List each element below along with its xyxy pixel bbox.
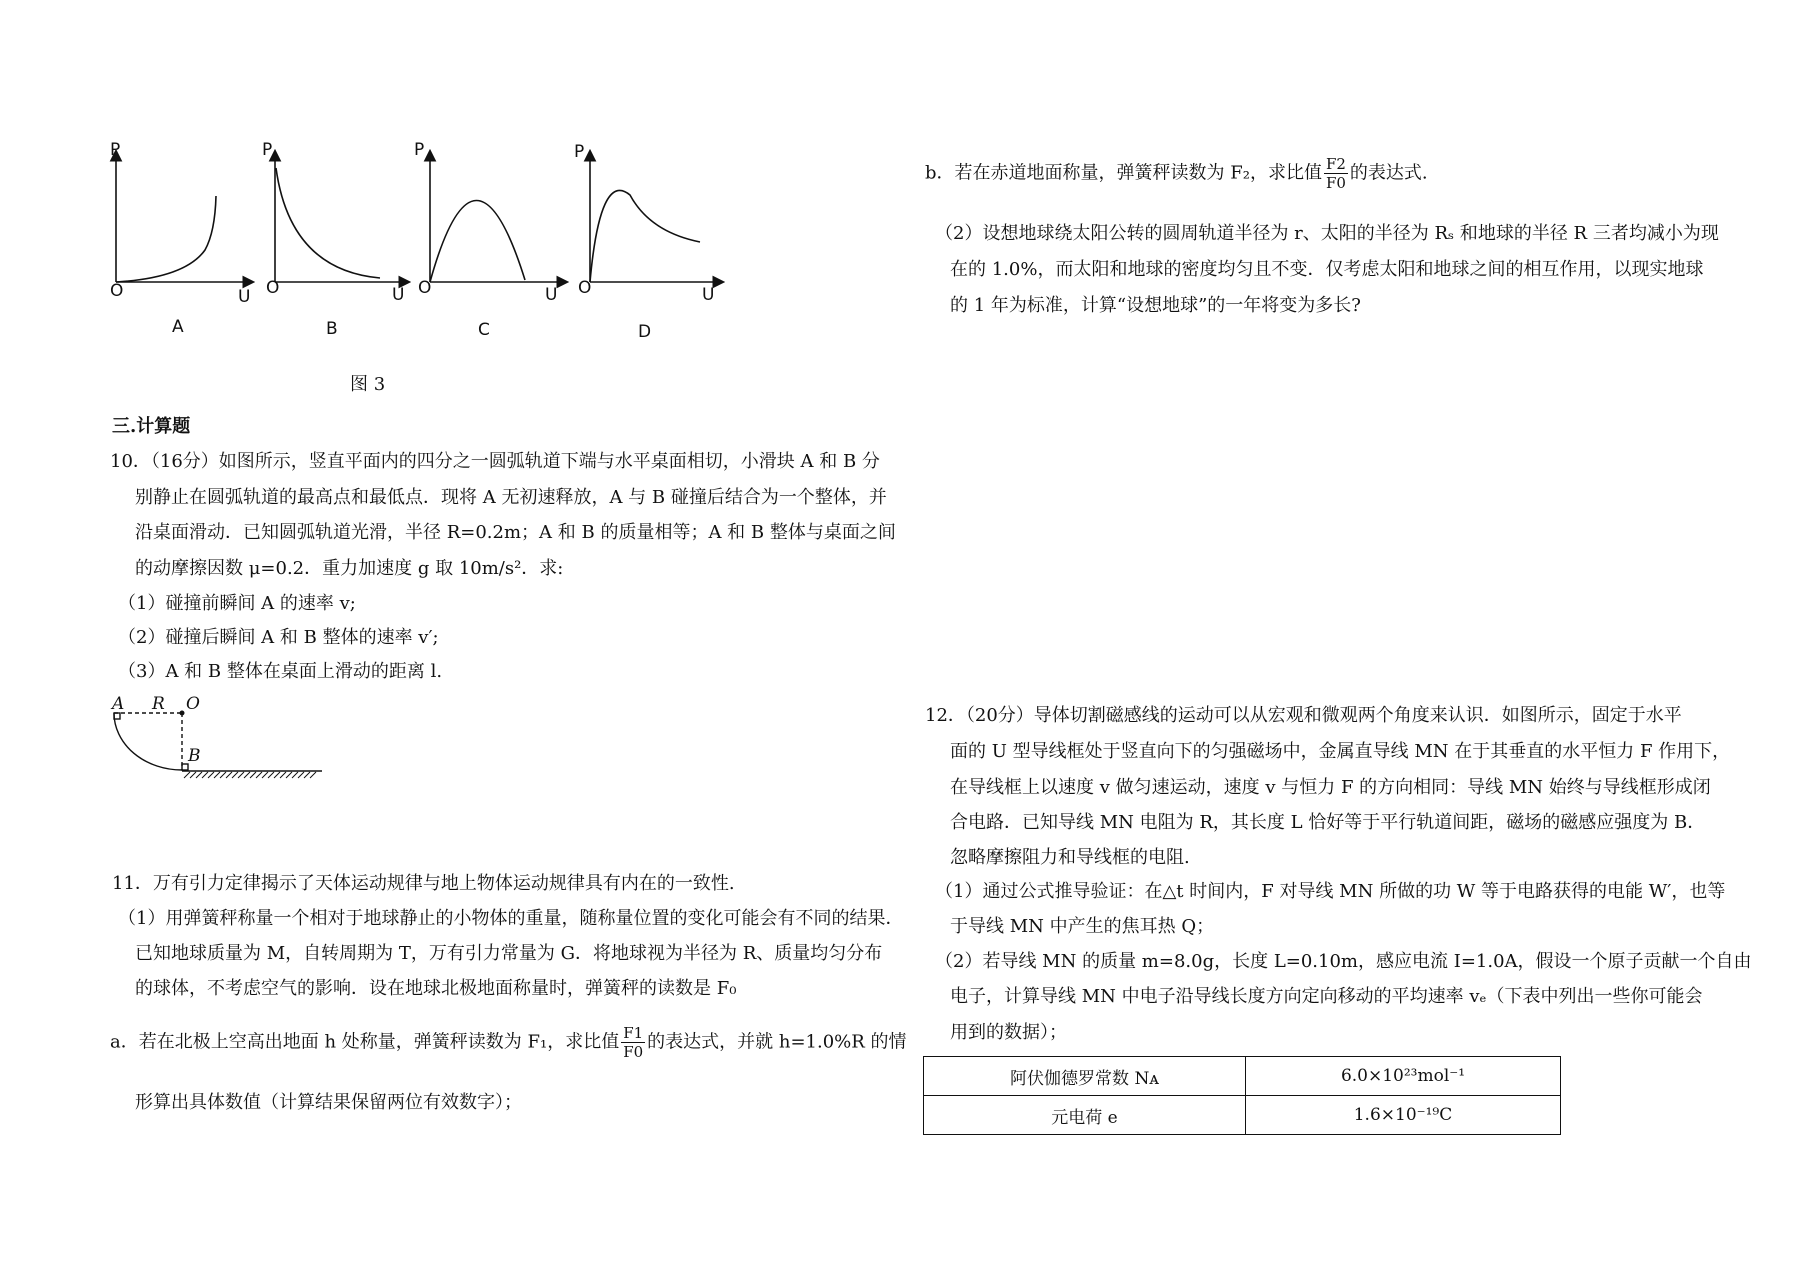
q10-label-o: O — [186, 694, 200, 714]
q12-constants-table — [923, 1056, 1561, 1135]
q10-line-2: 别静止在圆弧轨道的最高点和最低点．现将 A 无初速释放，A 与 B 碰撞后结合为一个整体，并 — [135, 487, 887, 508]
q12-line-3: 在导线框上以速度 v 做匀速运动，速度 v 与恒力 F 的方向相同：导线 MN 始终与导线框形成闭 — [950, 777, 1711, 798]
graph-c — [430, 152, 566, 282]
table-cell-value: 6.0×10²³mol⁻¹ — [1246, 1057, 1561, 1096]
q11-part-a — [110, 1024, 907, 1061]
table-cell-name: 阿伏伽德罗常数 Nᴀ — [924, 1057, 1246, 1096]
q11-a-suffix: 的表达式，并就 h=1.0%R 的情 — [647, 1031, 907, 1053]
q12-line-5: 忽略摩擦阻力和导线框的电阻. — [950, 847, 1190, 868]
section-title: 三.计算题 — [112, 416, 191, 437]
q10-line-1: 10．（16分）如图所示，竖直平面内的四分之一圆弧轨道下端与水平桌面相切，小滑块 A 和 B 分 — [110, 451, 880, 472]
q12-line-4: 合电路．已知导线 MN 电阻为 R，其长度 L 恰好等于平行轨道间距，磁场的磁感应强度为 B． — [950, 812, 1706, 833]
graph-b-axis-x: U — [392, 285, 405, 305]
figure-3-graphs — [0, 0, 760, 360]
table-row — [924, 1057, 1561, 1096]
graph-d-origin: O — [578, 278, 592, 298]
q11-b-fraction — [1324, 155, 1348, 192]
q11-intro: 11．万有引力定律揭示了天体运动规律与地上物体运动规律具有内在的一致性. — [112, 873, 735, 894]
graph-d-axis-x: U — [702, 285, 715, 305]
q10-part-3: （3）A 和 B 整体在桌面上滑动的距离 l. — [118, 661, 443, 682]
q10-part-2: （2）碰撞后瞬间 A 和 B 整体的速率 v′; — [118, 627, 439, 648]
q11-part1-line-3: 的球体，不考虑空气的影响．设在地球北极地面称量时，弹簧秤的读数是 F₀ — [135, 978, 737, 999]
graph-c-label: C — [478, 320, 490, 340]
graph-a-label: A — [172, 317, 184, 337]
graph-a-curve — [116, 196, 216, 282]
q11-part1-line-2: 已知地球质量为 M，自转周期为 T，万有引力常量为 G．将地球视为半径为 R、质量均匀分布 — [135, 943, 883, 964]
q11-b-suffix: 的表达式. — [1349, 162, 1428, 184]
graph-b-label: B — [326, 319, 338, 339]
q11-part1-line-1: （1）用弹簧秤称量一个相对于地球静止的小物体的重量，随称量位置的变化可能会有不同的结果． — [118, 908, 904, 929]
graph-c-curve — [430, 200, 525, 282]
table-cell-name: 元电荷 e — [924, 1096, 1246, 1135]
graph-b-curve — [276, 168, 380, 278]
q11-b-prefix: b．若在赤道地面称量，弹簧秤读数为 F₂，求比值 — [925, 162, 1322, 184]
graph-d-label: D — [638, 322, 652, 342]
q11-part-a-line-2: 形算出具体数值（计算结果保留两位有效数字）； — [135, 1092, 522, 1113]
graph-a-origin: O — [110, 281, 124, 301]
table-cell-value: 1.6×10⁻¹⁹C — [1246, 1096, 1561, 1135]
graph-c-axis-y: P — [414, 140, 425, 160]
q11-a-denominator: F0 — [623, 1043, 644, 1061]
graph-d-curve — [590, 190, 700, 282]
graph-c-axis-x: U — [545, 285, 558, 305]
q11-a-fraction — [621, 1024, 645, 1061]
q11-b-numerator: F2 — [1325, 155, 1346, 173]
q10-line-3: 沿桌面滑动．已知圆弧轨道光滑，半径 R=0.2m；A 和 B 的质量相等；A 和 B 整体与桌面之间 — [135, 522, 896, 543]
q10-center-point — [180, 711, 185, 716]
q10-line-4: 的动摩擦因数 μ=0.2．重力加速度 g 取 10m/s²．求: — [135, 558, 564, 579]
graph-d-axis-y: P — [574, 142, 585, 162]
q10-part-1: （1）碰撞前瞬间 A 的速率 v; — [118, 593, 356, 614]
q12-part-1-line-1: （1）通过公式推导验证：在△t 时间内，F 对导线 MN 所做的功 W 等于电路获得的电能 W′，也等 — [935, 881, 1726, 902]
graph-b — [275, 152, 408, 282]
graph-a — [116, 152, 252, 282]
q11-a-prefix: a．若在北极上空高出地面 h 处称量，弹簧秤读数为 F₁，求比值 — [110, 1031, 620, 1053]
q10-arc-track — [114, 713, 182, 770]
graph-b-origin: O — [266, 278, 280, 298]
graph-d — [590, 152, 722, 282]
q11-part2-line-3: 的 1 年为标准，计算“设想地球”的一年将变为多长? — [950, 295, 1361, 316]
q10-track-figure — [100, 690, 340, 790]
q11-a-numerator: F1 — [623, 1024, 644, 1042]
q12-part-2-line-1: （2）若导线 MN 的质量 m=8.0g，长度 L=0.10m，感应电流 I=1.0A，假设一个原子贡献一个自由 — [935, 951, 1752, 972]
q11-part-b — [925, 155, 1428, 192]
graph-b-axis-y: P — [262, 140, 273, 160]
q10-label-r: R — [152, 694, 165, 714]
graph-a-axis-y: P — [110, 140, 121, 160]
q11-b-denominator: F0 — [1325, 174, 1346, 192]
table-row — [924, 1096, 1561, 1135]
q12-line-1: 12．（20分）导体切割磁感线的运动可以从宏观和微观两个角度来认识．如图所示，固定于水平 — [925, 705, 1682, 726]
q11-part2-line-2: 在的 1.0%，而太阳和地球的密度均匀且不变．仅考虑太阳和地球之间的相互作用，以现实地球 — [950, 259, 1704, 280]
graph-a-axis-x: U — [238, 287, 251, 307]
figure-3-caption: 图 3 — [350, 374, 386, 395]
q10-label-a: A — [112, 694, 125, 714]
graph-c-origin: O — [418, 278, 432, 298]
q12-part-1-line-2: 于导线 MN 中产生的焦耳热 Q； — [950, 916, 1215, 937]
q10-label-b: B — [188, 746, 201, 766]
q12-line-2: 面的 U 型导线框处于竖直向下的匀强磁场中，金属直导线 MN 在于其垂直的水平恒力 F 作用下， — [950, 741, 1731, 762]
q12-part-2-line-3: 用到的数据）； — [950, 1022, 1067, 1043]
q12-part-2-line-2: 电子，计算导线 MN 中电子沿导线长度方向定向移动的平均速率 vₑ（下表中列出一些你可能会 — [950, 986, 1703, 1007]
q11-part2-line-1: （2）设想地球绕太阳公转的圆周轨道半径为 r、太阳的半径为 Rₛ 和地球的半径 R 三者均减小为现 — [935, 223, 1719, 244]
